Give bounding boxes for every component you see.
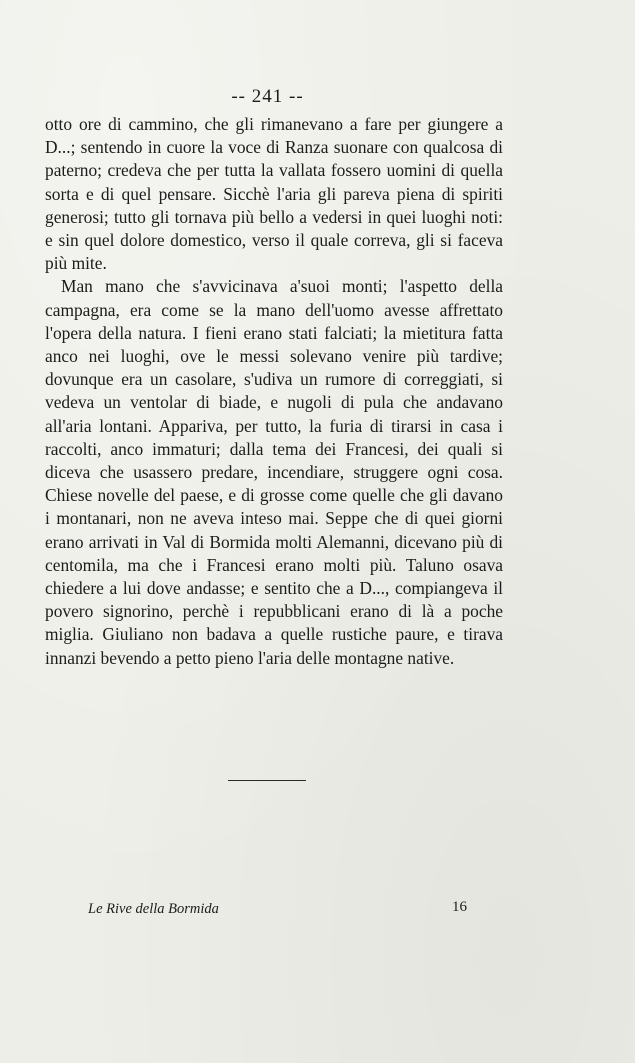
running-footer-title: Le Rive della Bormida [88,901,219,917]
page-number: -- 241 -- [231,86,304,107]
signature-mark: 16 [452,899,467,915]
paragraph-2: Man mano che s'avvicinava a'suoi monti; l'aspetto della campagna, era come se la mano dell'uomo avesse affrettato l'opera della natura. I fieni erano stati falciati; la mietitura fatta anco nei luoghi, ove le messi solevano venire più tardive; dovunque era un casolare, s'udiva un rumore di correggiati, si vedeva un ventolar di biade, e nugoli di pula che andavano all'aria lontani. Appariva, per tutto, la furia di tirarsi in casa i raccolti, anco immaturi; dalla tema dei Francesi, dei quali si diceva che usassero predare, incendiare, struggere ogni cosa. Chiese novelle del paese, e di grosse come quelle che gli davano i montanari, non ne aveva inteso mai. Seppe che di quei giorni erano arrivati in Val di Bormida molti Alemanni, dicevano più di centomila, ma che i Francesi erano molti più. Taluno osava chiedere a lui dove andasse; e sentito che a D..., compiangeva il povero signorino, perchè i repubblicani erano di là a poche miglia. Giuliano non badava a quelle rustiche paure, e tirava innanzi bevendo a petto pieno l'aria delle montagne native. [45,276,503,668]
paragraph-1: otto ore di cammino, che gli rimanevano a fare per giungere a D...; sentendo in cuore la voce di Ranza suonare con qualcosa di paterno; credeva che per tutta la vallata fossero uomini di quella sorta e di quel pensare. Sicchè l'aria gli pareva piena di spiriti generosi; tutto gli tornava più bello a vedersi in quei luoghi noti: e sin quel dolore domestico, verso il quale correva, gli si faceva più mite. [45,114,503,274]
body-text [45,113,503,670]
section-divider [228,780,306,781]
